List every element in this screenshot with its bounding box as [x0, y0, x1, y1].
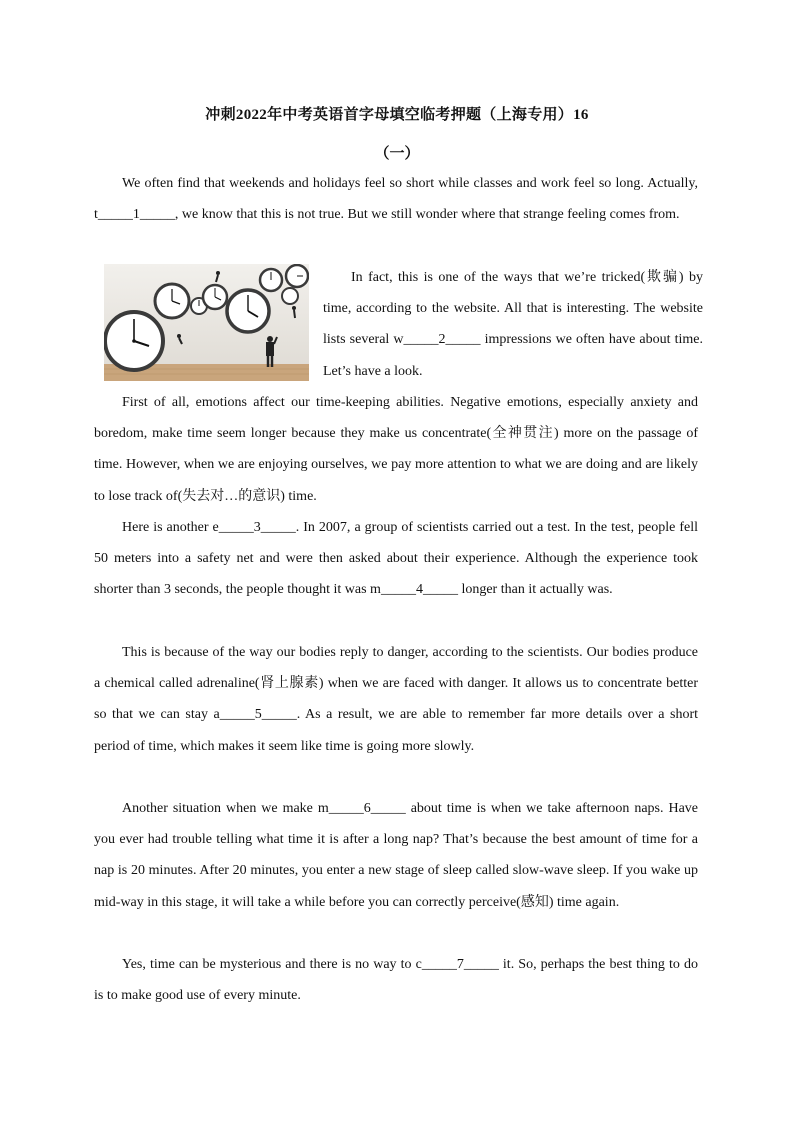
large-clock [105, 312, 163, 370]
clocks-illustration [104, 264, 309, 381]
paragraph-3: First of all, emotions affect our time-keeping abilities. Negative emotions, especially anxiety and boredom, make time seem longer because they make us concentrate(全神贯注) more on the passage of time. However, when we are enjoying ourselves, we pay more attention to what we are doing and are likely to lose track of(失去对…的意识) time. [94, 395, 698, 504]
clock-7 [286, 265, 308, 287]
clocks-illustration-drawing [104, 264, 309, 381]
paragraph-7: Yes, time can be mysterious and there is no way to c_____7_____ it. So, perhaps the best thing to do is to make good use of every minute. [94, 957, 698, 1004]
clock-2 [155, 284, 189, 318]
clock-4 [203, 285, 227, 309]
paragraph-1: We often find that weekends and holidays feel so short while classes and work feel so long. Actually, t_____1_____, we know that this is not true. But we still wonder where that strange feeling comes from. [94, 176, 698, 223]
paragraph-2: In fact, this is one of the ways that we’re tricked(欺骗) by time, according to the website. All that is interesting. The website lists several w_____2_____ impressions we often have about time. Let’s have a look. [323, 270, 703, 379]
document-title: 冲刺2022年中考英语首字母填空临考押题（上海专用）16 [205, 107, 589, 123]
clock-5 [227, 290, 269, 332]
section-number: （一） [374, 146, 420, 162]
paragraph-5: This is because of the way our bodies reply to danger, according to the scientists. Our bodies produce a chemical called adrenaline(肾上腺素) when we are faced with danger. It allows us to concentrate better so that we can stay a_____5_____. As a result, we are able to remember far more details over a short period of time, which makes it seem like time is going more slowly. [94, 645, 698, 754]
clock-8 [282, 288, 298, 304]
paragraph-6: Another situation when we make m_____6_____ about time is when we take afternoon naps. Have you ever had trouble telling what time it is after a long nap? That’s because the best amount of time for a nap is 20 minutes. After 20 minutes, you enter a new stage of sleep called slow-wave sleep. If you wake up mid-way in this stage, it will take a while before you can correctly perceive(感知) time again. [94, 801, 698, 910]
clock-6 [260, 269, 282, 291]
paragraph-4: Here is another e_____3_____. In 2007, a group of scientists carried out a test. In the test, people fell 50 meters into a safety net and were then asked about their experience. Although the experience took shorter than 3 seconds, the people thought it was m_____4_____ longer than it actually was. [94, 520, 698, 598]
